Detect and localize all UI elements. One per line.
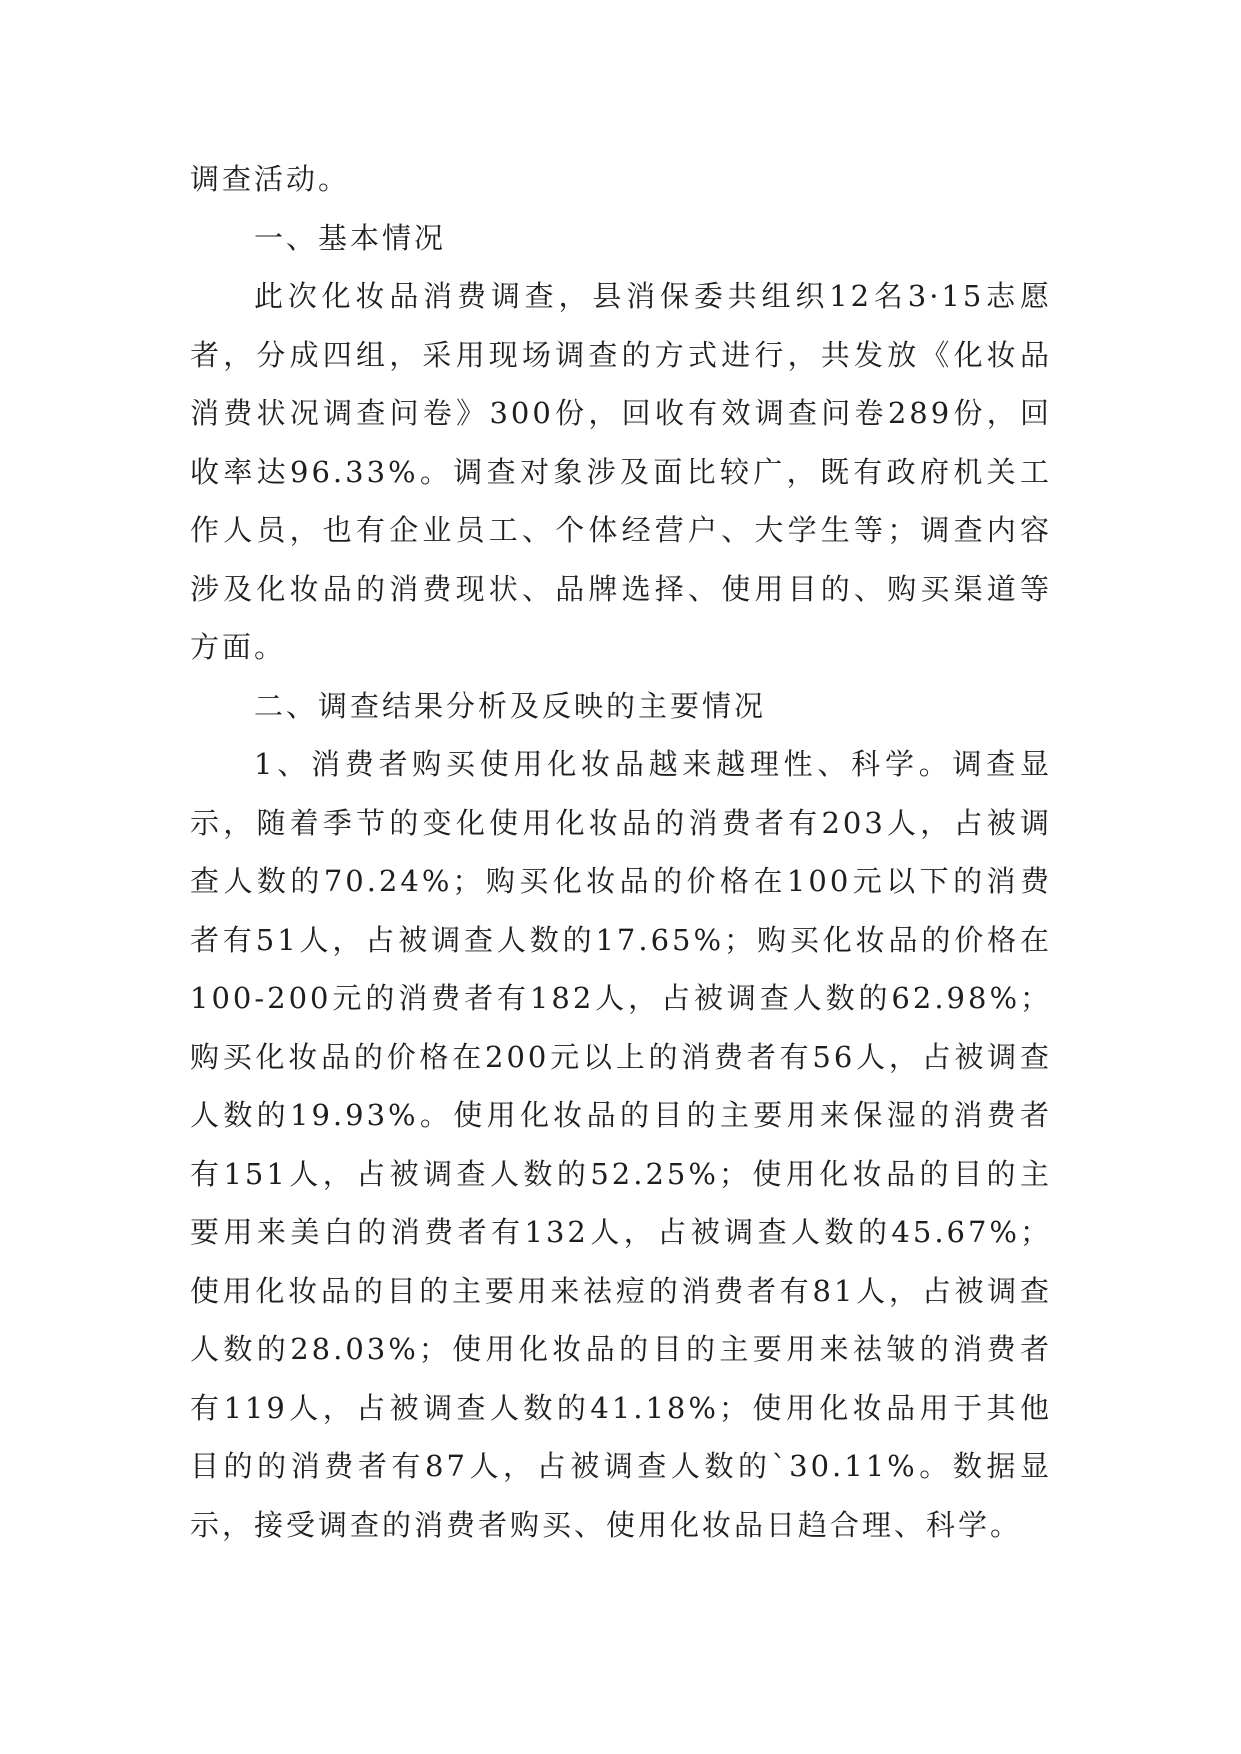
paragraph-continuation: 调查活动。 (190, 162, 351, 196)
document-page (190, 150, 1052, 1554)
paragraph-survey-overview: 此次化妆品消费调查，县消保委共组织12名3·15志愿者，分成四组，采用现场调查的方式进行，共发放《化妆品消费状况调查问卷》300份，回收有效调查问卷289份，回收率达96.33%。调查对象涉及面比较广，既有政府机关工作人员，也有企业员工、个体经营户、大学生等；调查内容涉及化妆品的消费现状、品牌选择、使用目的、购买渠道等方面。 (190, 279, 1052, 664)
section-heading-survey-results: 二、调查结果分析及反映的主要情况 (254, 688, 767, 723)
section-heading-basic-situation: 一、基本情况 (254, 220, 447, 255)
paragraph-consumer-findings: 1、消费者购买使用化妆品越来越理性、科学。调查显示，随着季节的变化使用化妆品的消费者有203人，占被调查人数的70.24%；购买化妆品的价格在100元以下的消费者有51人，占被调查人数的17.65%；购买化妆品的价格在100-200元的消费者有182人，占被调查人数的62.98%；购买化妆品的价格在200元以上的消费者有56人，占被调查人数的19.93%。使用化妆品的目的主要用来保湿的消费者有151人，占被调查人数的52.25%；使用化妆品的目的主要用来美白的消费者有132人，占被调查人数的45.67%；使用化妆品的目的主要用来祛痘的消费者有81人，占被调查人数的28.03%；使用化妆品的目的主要用来祛皱的消费者有119人，占被调查人数的41.18%；使用化妆品用于其他目的的消费者有87人，占被调查人数的`30.11%。数据显示，接受调查的消费者购买、使用化妆品日趋合理、科学。 (190, 747, 1052, 1542)
